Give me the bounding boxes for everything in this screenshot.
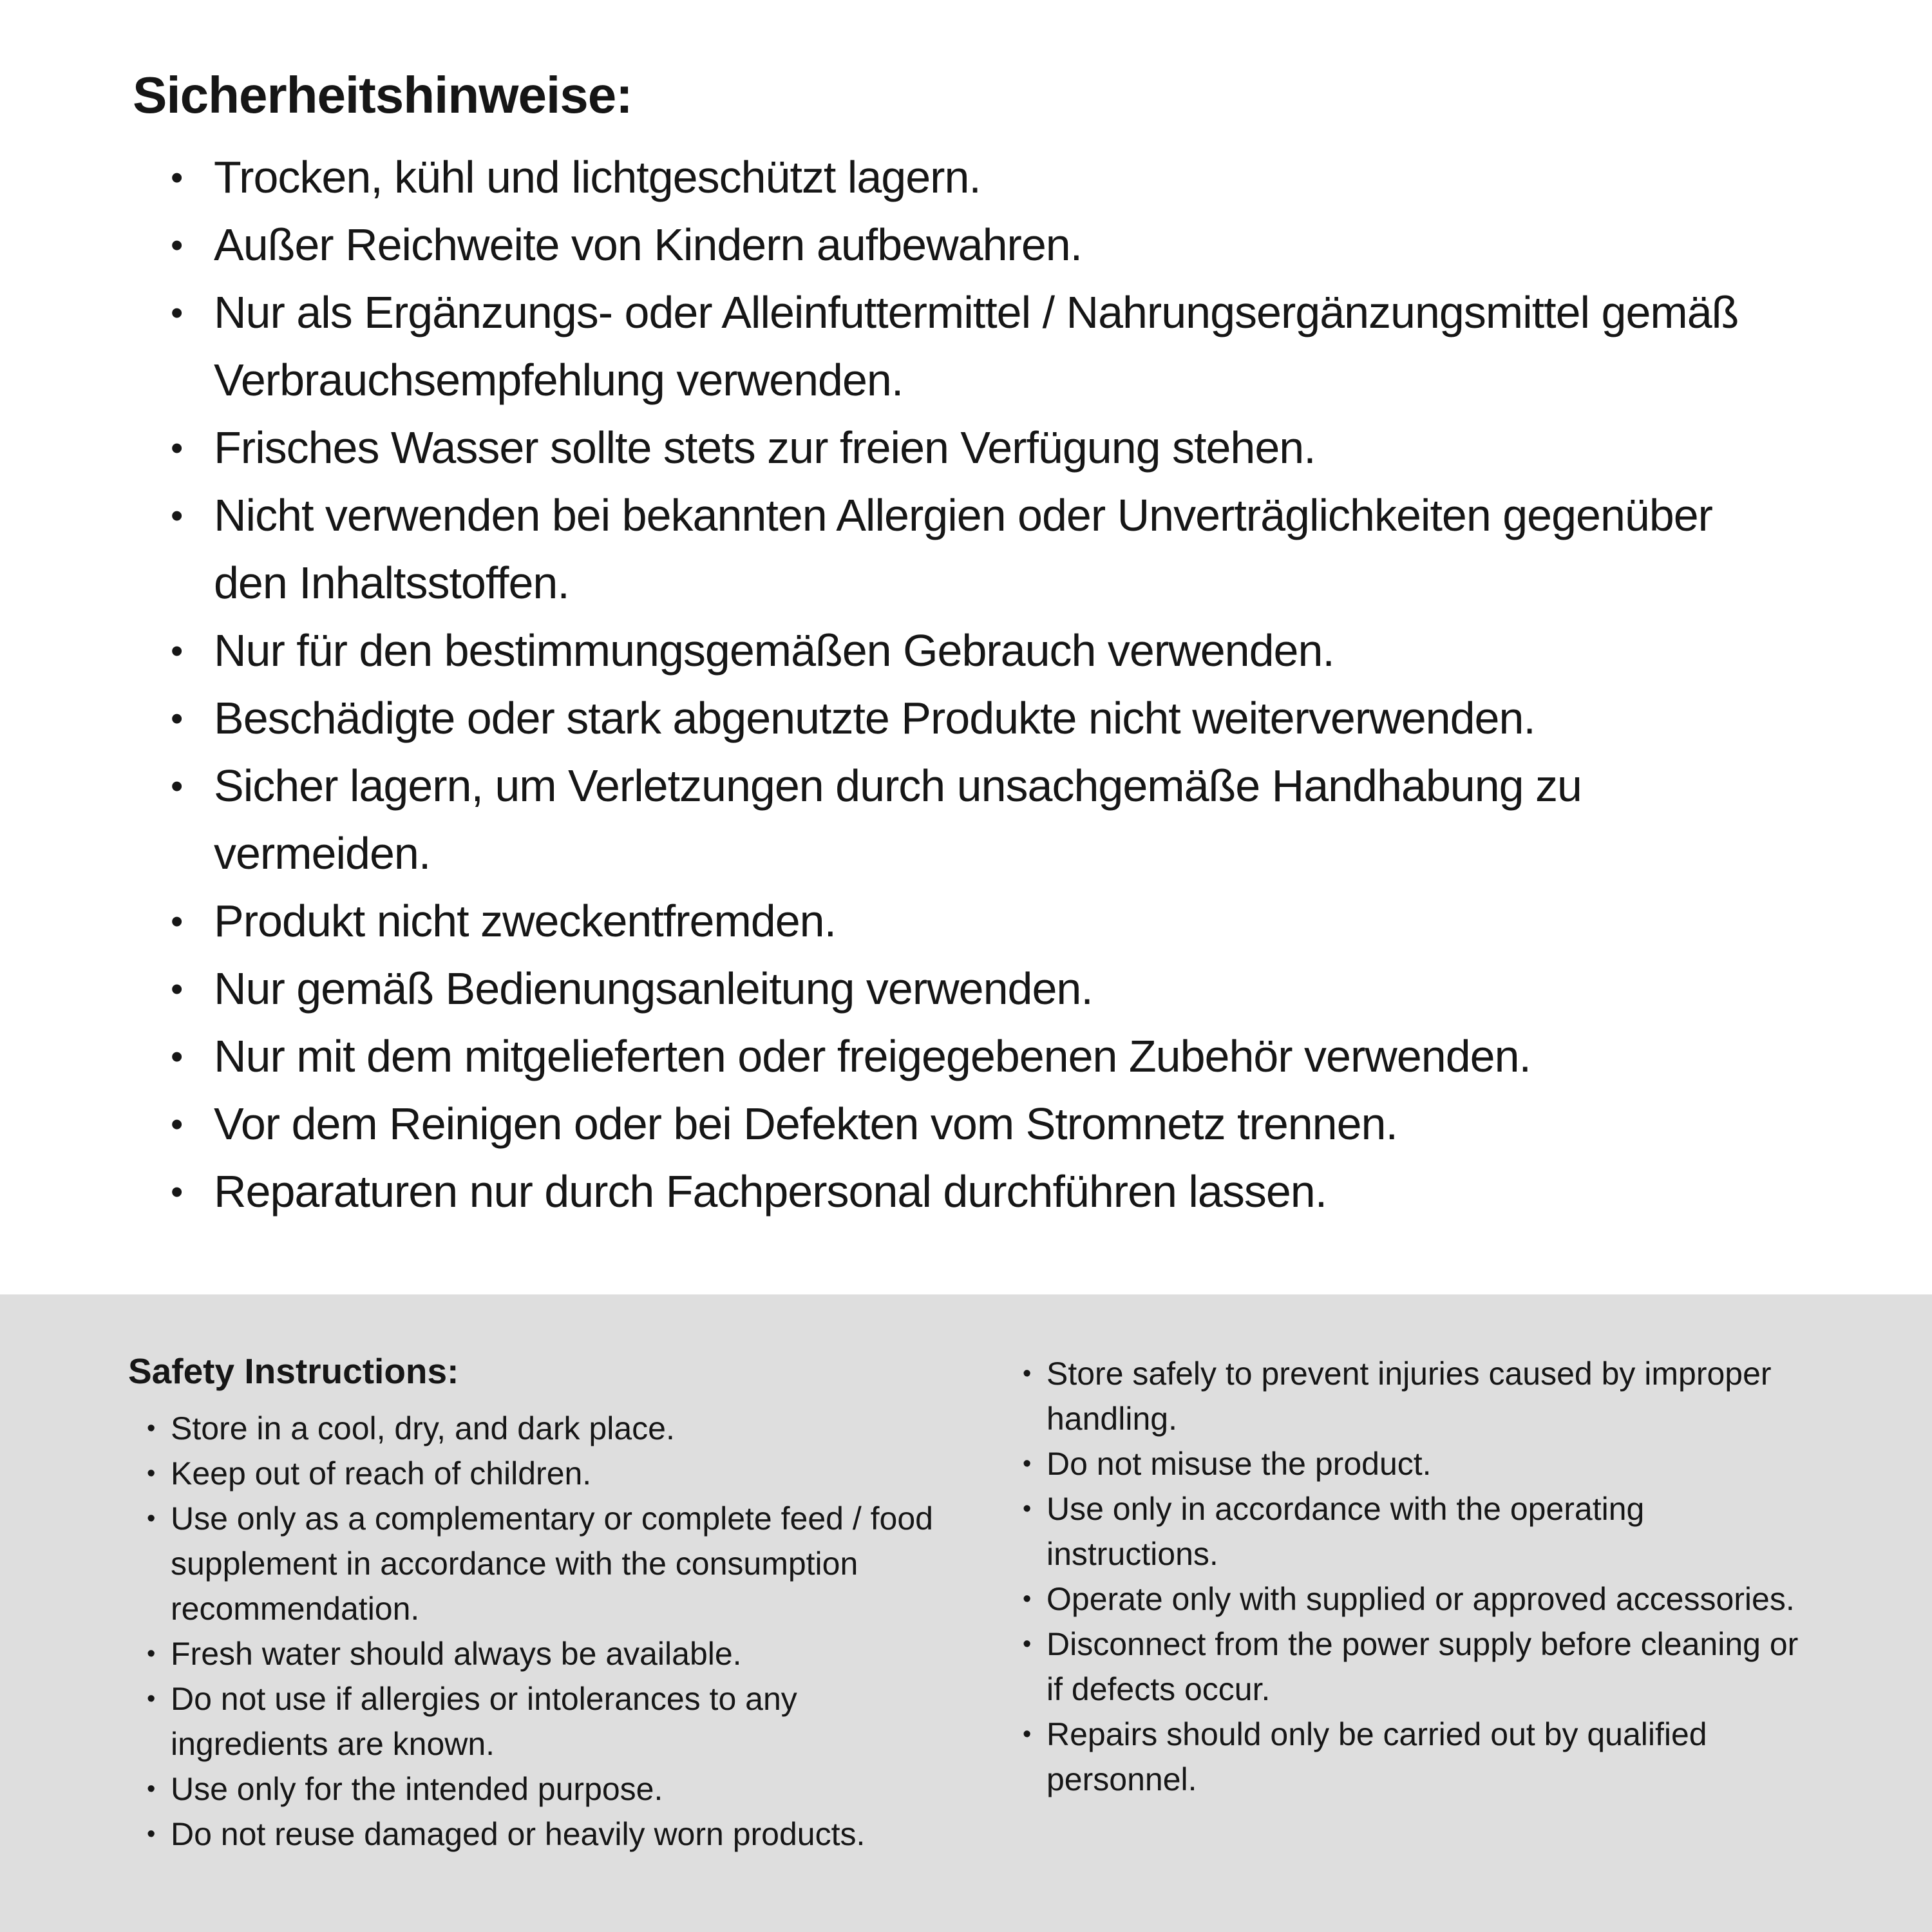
bullet-icon: • bbox=[1023, 1721, 1032, 1748]
list-item-text: Do not misuse the product. bbox=[1046, 1446, 1432, 1482]
list-item bbox=[171, 887, 1759, 955]
list-item-text: Use only as a complementary or complete feed / food supplement in accordance with the consumption recommendation. bbox=[171, 1501, 933, 1627]
list-item-text: Fresh water should always be available. bbox=[171, 1636, 742, 1672]
list-item bbox=[1023, 1577, 1806, 1622]
list-item-text: Trocken, kühl und lichtgeschützt lagern. bbox=[214, 152, 981, 202]
list-item-text: Nur mit dem mitgelieferten oder freigegebenen Zubehör verwenden. bbox=[214, 1031, 1531, 1081]
bullet-icon: • bbox=[1023, 1360, 1032, 1387]
english-section bbox=[0, 1294, 1932, 1932]
bullet-icon: • bbox=[1023, 1495, 1032, 1522]
list-item bbox=[147, 1406, 943, 1451]
list-item bbox=[147, 1676, 943, 1766]
list-item bbox=[1023, 1351, 1806, 1441]
list-item-text: Nur als Ergänzungs- oder Alleinfuttermittel / Nahrungsergänzungsmittel gemäß Verbrauchsempfehlung verwenden. bbox=[214, 287, 1739, 405]
bullet-icon: • bbox=[1023, 1586, 1032, 1613]
bullet-icon: • bbox=[147, 1505, 156, 1532]
bullet-icon: • bbox=[147, 1640, 156, 1667]
list-item-text: Do not reuse damaged or heavily worn products. bbox=[171, 1816, 866, 1852]
list-item bbox=[171, 414, 1759, 482]
list-item-text: Store in a cool, dry, and dark place. bbox=[171, 1410, 675, 1446]
bullet-icon: • bbox=[147, 1685, 156, 1712]
bullet-icon: • bbox=[1023, 1450, 1032, 1477]
list-item bbox=[1023, 1712, 1806, 1802]
german-heading: Sicherheitshinweise: bbox=[133, 66, 632, 124]
bullet-icon: • bbox=[171, 292, 183, 332]
list-item bbox=[1023, 1622, 1806, 1712]
list-item-text: Sicher lagern, um Verletzungen durch unsachgemäße Handhabung zu vermeiden. bbox=[214, 761, 1582, 878]
list-item bbox=[171, 685, 1759, 752]
list-item-text: Nur gemäß Bedienungsanleitung verwenden. bbox=[214, 963, 1093, 1014]
bullet-icon: • bbox=[171, 225, 183, 265]
list-item-text: Operate only with supplied or approved accessories. bbox=[1046, 1581, 1795, 1617]
bullet-icon: • bbox=[171, 495, 183, 535]
list-item bbox=[171, 617, 1759, 685]
list-item-text: Store safely to prevent injuries caused by improper handling. bbox=[1046, 1356, 1772, 1437]
bullet-icon: • bbox=[147, 1821, 156, 1848]
bullet-icon: • bbox=[171, 630, 183, 670]
bullet-icon: • bbox=[171, 1171, 183, 1211]
list-item bbox=[147, 1496, 943, 1631]
german-instructions-list bbox=[171, 144, 1759, 1226]
list-item bbox=[147, 1766, 943, 1812]
list-item bbox=[147, 1631, 943, 1676]
bullet-icon: • bbox=[147, 1415, 156, 1442]
list-item-text: Produkt nicht zweckentfremden. bbox=[214, 896, 837, 946]
bullet-icon: • bbox=[147, 1776, 156, 1803]
list-item bbox=[171, 955, 1759, 1023]
list-item bbox=[171, 144, 1759, 211]
list-item-text: Nicht verwenden bei bekannten Allergien oder Unverträglichkeiten gegenüber den Inhaltsstoffen. bbox=[214, 490, 1712, 608]
list-item bbox=[171, 752, 1759, 887]
list-item bbox=[147, 1451, 943, 1496]
list-item bbox=[147, 1812, 943, 1857]
bullet-icon: • bbox=[171, 969, 183, 1009]
list-item-text: Disconnect from the power supply before cleaning or if defects occur. bbox=[1046, 1626, 1799, 1707]
bullet-icon: • bbox=[171, 1104, 183, 1144]
list-item bbox=[1023, 1486, 1806, 1577]
list-item-text: Nur für den bestimmungsgemäßen Gebrauch verwenden. bbox=[214, 625, 1334, 676]
english-heading: Safety Instructions: bbox=[128, 1351, 459, 1391]
bullet-icon: • bbox=[171, 766, 183, 806]
list-item-text: Repairs should only be carried out by qualified personnel. bbox=[1046, 1716, 1707, 1797]
list-item-text: Use only for the intended purpose. bbox=[171, 1771, 663, 1807]
list-item-text: Do not use if allergies or intolerances to any ingredients are known. bbox=[171, 1681, 797, 1762]
bullet-icon: • bbox=[171, 901, 183, 941]
list-item-text: Frisches Wasser sollte stets zur freien Verfügung stehen. bbox=[214, 422, 1316, 473]
list-item-text: Use only in accordance with the operating instructions. bbox=[1046, 1491, 1645, 1572]
bullet-icon: • bbox=[171, 1036, 183, 1076]
list-item bbox=[1023, 1441, 1806, 1486]
english-left-column-list bbox=[147, 1406, 943, 1857]
bullet-icon: • bbox=[171, 698, 183, 738]
list-item-text: Reparaturen nur durch Fachpersonal durchführen lassen. bbox=[214, 1166, 1327, 1217]
list-item bbox=[171, 279, 1759, 414]
list-item-text: Keep out of reach of children. bbox=[171, 1455, 592, 1492]
list-item-text: Vor dem Reinigen oder bei Defekten vom Stromnetz trennen. bbox=[214, 1099, 1397, 1149]
list-item bbox=[171, 1090, 1759, 1158]
list-item bbox=[171, 211, 1759, 279]
list-item bbox=[171, 1158, 1759, 1226]
list-item-text: Beschädigte oder stark abgenutzte Produkte nicht weiterverwenden. bbox=[214, 693, 1535, 743]
list-item bbox=[171, 482, 1759, 617]
bullet-icon: • bbox=[1023, 1631, 1032, 1658]
bullet-icon: • bbox=[171, 157, 183, 197]
bullet-icon: • bbox=[171, 428, 183, 468]
english-right-column-list bbox=[1023, 1351, 1806, 1802]
list-item bbox=[171, 1023, 1759, 1090]
bullet-icon: • bbox=[147, 1460, 156, 1487]
list-item-text: Außer Reichweite von Kindern aufbewahren. bbox=[214, 220, 1083, 270]
